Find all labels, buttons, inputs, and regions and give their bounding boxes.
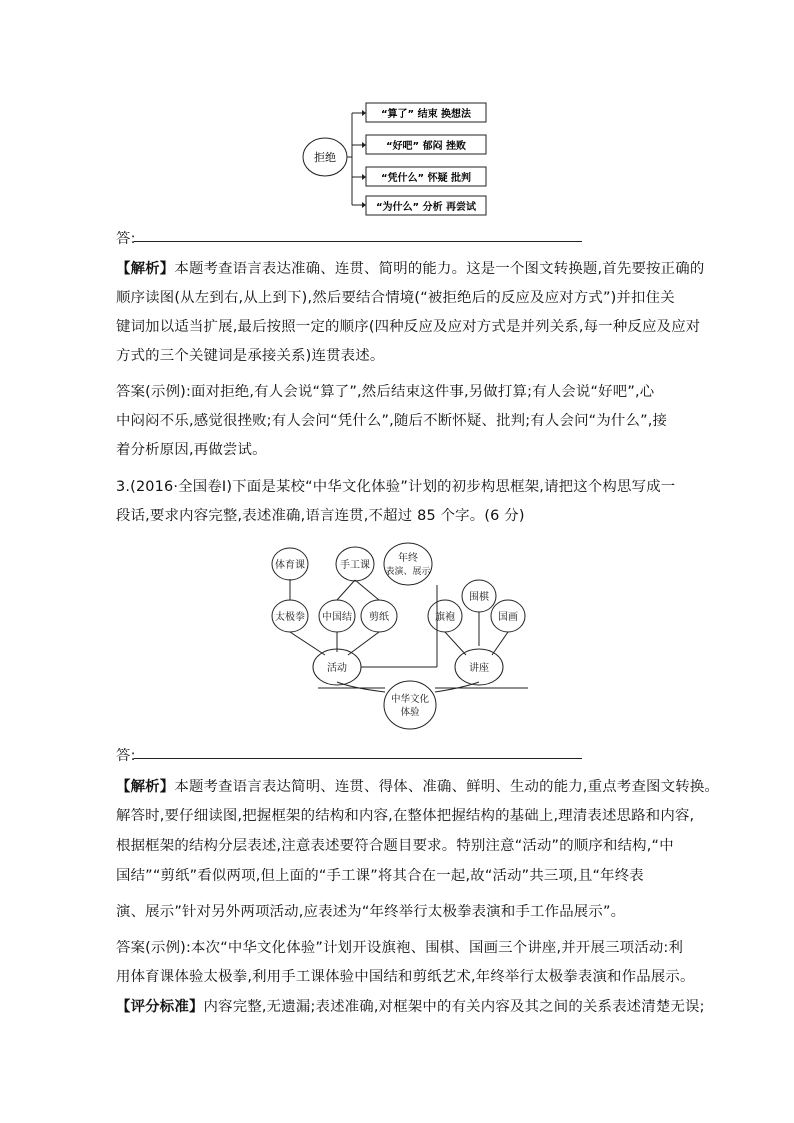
node-label-root-2: 体验 — [400, 707, 420, 718]
q3-answer-line-2: 用体育课体验太极拳,利用手工课体验中国结和剪纸艺术,年终举行太极拳表演和作品展示。 — [116, 969, 695, 985]
node-label-weiqi: 围棋 — [469, 592, 489, 603]
q2-answer-line-1: 答案(示例):面对拒绝,有人会说“算了”,然后结束这件事,另做打算;有人会说“好吧”,心 — [116, 384, 655, 400]
q2-analysis-line-4: 方式的三个关键词是承接关系)连贯表述。 — [116, 348, 385, 364]
culture-tree-diagram — [0, 540, 794, 740]
answer-prompt-2: 答: — [116, 748, 136, 764]
q3-analysis-line-2: 解答时,要仔细读图,把握框架的结构和内容,在整体把握结构的基础上,理清表述思路和内容, — [116, 808, 695, 824]
analysis-tag: 【解析】 — [116, 779, 175, 795]
node-label-show-1: 年终 — [398, 553, 418, 564]
q2-answer-line-2: 中闷闷不乐,感觉很挫败;有人会问“凭什么”,随后不断怀疑、批判;有人会问“为什么”,接 — [116, 413, 668, 429]
node-label-pe: 体育课 — [275, 560, 305, 571]
q3-stem-line-1: 3.(2016·全国卷Ⅰ)下面是某校“中华文化体验”计划的初步构思框架,请把这个构思写成一 — [116, 479, 676, 495]
rejection-center-label: 拒绝 — [314, 151, 336, 164]
q3-analysis-line-1: 【解析】本题考查语言表达简明、连贯、得体、准确、鲜明、生动的能力,重点考查图文转换。 — [116, 779, 720, 795]
q3-stem-line-2: 段话,要求内容完整,表述准确,语言连贯,不超过 85 个字。(6 分) — [116, 508, 525, 524]
node-label-craft: 手工课 — [340, 560, 370, 571]
q3-answer-line-1: 答案(示例):本次“中华文化体验”计划开设旗袍、围棋、国画三个讲座,并开展三项活动:利 — [116, 940, 684, 956]
q3-analysis-line-3: 根据框架的结构分层表述,注意表述要符合题目要求。特别注意“活动”的顺序和结构,“中 — [116, 838, 674, 854]
node-label-root-1: 中华文化 — [390, 694, 430, 705]
answer-prompt: 答: — [116, 231, 136, 247]
rejection-item-label: “算了” 结束 换想法 — [380, 109, 472, 120]
q3-scoring-line: 【评分标准】内容完整,无遗漏;表述准确,对框架中的有关内容及其之间的关系表述清楚无误; — [116, 999, 705, 1015]
answer-blank-2[interactable] — [134, 758, 582, 759]
node-label-knot: 中国结 — [322, 612, 352, 623]
node-label-painting: 国画 — [498, 612, 518, 623]
q2-analysis-line-3: 键词加以适当扩展,最后按照一定的顺序(四种反应及应对方式是并列关系,每一种反应及应对 — [116, 319, 701, 335]
q2-answer-line-3: 着分析原因,再做尝试。 — [116, 442, 267, 458]
q2-analysis-line-2: 顺序读图(从左到右,从上到下),然后要结合情境(“被拒绝后的反应及应对方式”)并扣住关 — [116, 290, 675, 306]
node-label-show-2: 表演、展示 — [385, 567, 431, 577]
q3-analysis-line-5: 演、展示”针对另外两项活动,应表述为“年终举行太极拳表演和手工作品展示”。 — [116, 904, 626, 920]
q3-analysis-line-4: 国结”“剪纸”看似两项,但上面的“手工课”将其合在一起,故“活动”共三项,且“年终表 — [116, 868, 644, 884]
tree-node — [384, 543, 432, 585]
rejection-item-label: “凭什么” 怀疑 批判 — [380, 173, 472, 184]
analysis-tag: 【解析】 — [116, 261, 175, 277]
q2-analysis-line-1: 【解析】本题考查语言表达准确、连贯、简明的能力。这是一个图文转换题,首先要按正确的 — [116, 261, 705, 277]
rejection-item-label: “为什么” 分析 再尝试 — [375, 202, 477, 213]
rejection-diagram — [0, 90, 794, 320]
tree-node — [384, 681, 436, 729]
node-label-papercut: 剪纸 — [369, 612, 389, 623]
rejection-item-label: “好吧” 郁闷 挫败 — [385, 141, 467, 152]
node-label-lecture: 讲座 — [469, 663, 489, 674]
answer-blank[interactable] — [134, 241, 582, 242]
node-label-qipao: 旗袍 — [435, 612, 455, 623]
scoring-tag: 【评分标准】 — [116, 999, 204, 1015]
node-label-taiji: 太极拳 — [275, 612, 305, 623]
node-label-activity: 活动 — [327, 663, 347, 674]
